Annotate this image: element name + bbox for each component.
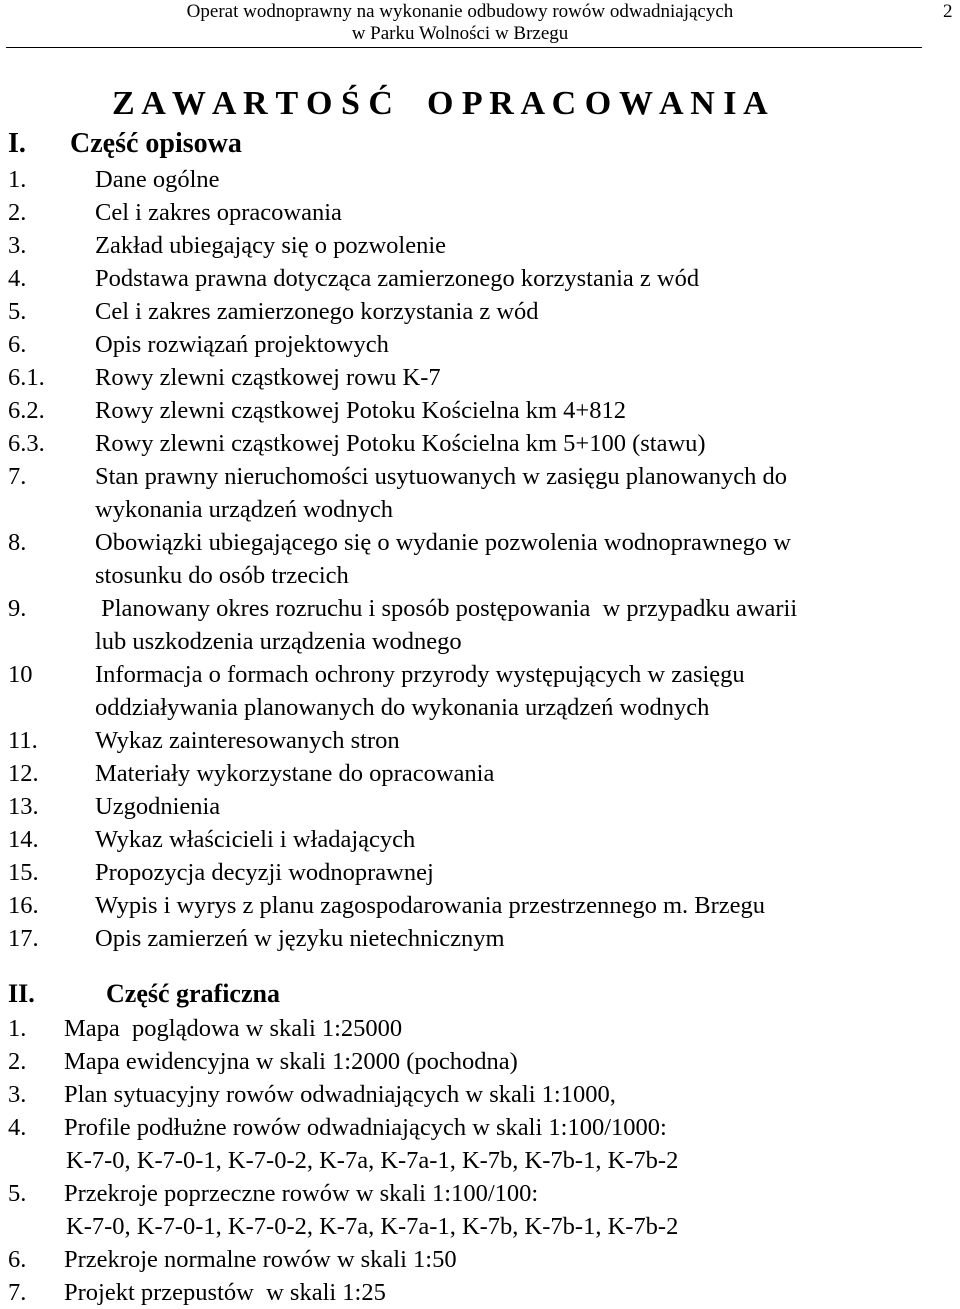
- list-item-number: 15.: [8, 859, 39, 886]
- page-header: [0, 0, 960, 52]
- list-item: [0, 460, 960, 526]
- list-item-number: 1.: [8, 1015, 27, 1042]
- list-item-text: Przekroje poprzeczne rowów w skali 1:100/100:: [64, 1180, 539, 1207]
- list-item-text: Informacja o formach ochrony przyrody występujących w zasięgu: [95, 661, 745, 688]
- list-item-text: Wykaz właścicieli i władających: [95, 826, 416, 853]
- list-item-number: 17.: [8, 925, 39, 952]
- document-title: Z A W A R T O Ś Ć O P R A C O W A N I A: [112, 85, 768, 122]
- list-item-number: 6.3.: [8, 430, 45, 457]
- list-item-number: 7.: [8, 1279, 27, 1306]
- list-item-text: Cel i zakres opracowania: [95, 199, 342, 226]
- list-item: [0, 790, 960, 823]
- list-item: [0, 1045, 960, 1078]
- list-item: [0, 922, 960, 955]
- list-item: [0, 526, 960, 592]
- list-item: [0, 724, 960, 757]
- list-item-number: 6.2.: [8, 397, 45, 424]
- list-item-text: Propozycja decyzji wodnoprawnej: [95, 859, 434, 886]
- list-item-number: 11.: [8, 727, 38, 754]
- page-number: 2: [943, 1, 953, 22]
- list-item: [0, 1177, 960, 1243]
- list-item-text-continuation: wykonania urządzeń wodnych: [95, 496, 393, 523]
- list-item-number: 1.: [8, 166, 27, 193]
- list-item-text-continuation: K-7-0, K-7-0-1, K-7-0-2, K-7a, K-7a-1, K-7b, K-7b-1, K-7b-2: [66, 1147, 679, 1174]
- list-item-text: Cel i zakres zamierzonego korzystania z wód: [95, 298, 539, 325]
- list-item-text: Rowy zlewni cząstkowej rowu K-7: [95, 364, 441, 391]
- list-item-text-continuation: stosunku do osób trzecich: [95, 562, 349, 589]
- list-item-text: Obowiązki ubiegającego się o wydanie pozwolenia wodnoprawnego w: [95, 529, 791, 556]
- list-item: [0, 328, 960, 361]
- list-item: [0, 361, 960, 394]
- list-item: [0, 1078, 960, 1111]
- list-item: [0, 856, 960, 889]
- list-item-text: Przekroje normalne rowów w skali 1:50: [64, 1246, 457, 1273]
- list-item-number: 2.: [8, 199, 27, 226]
- list-item-number: 4.: [8, 265, 27, 292]
- list-item-text: Opis zamierzeń w języku nietechnicznym: [95, 925, 505, 952]
- list-item-text: Dane ogólne: [95, 166, 220, 193]
- list-item-number: 9.: [8, 595, 27, 622]
- list-item-number: 5.: [8, 1180, 27, 1207]
- list-item-number: 4.: [8, 1114, 27, 1141]
- list-item: [0, 163, 960, 196]
- list-item-number: 10: [8, 661, 33, 688]
- part-2-number: II.: [8, 979, 35, 1008]
- list-item-text: Uzgodnienia: [95, 793, 221, 820]
- list-item-number: 3.: [8, 1081, 27, 1108]
- part-2-contents-list: [0, 1012, 960, 1309]
- list-item-text: Plan sytuacyjny rowów odwadniających w skali 1:1000,: [64, 1081, 616, 1108]
- list-item: [0, 1111, 960, 1177]
- list-item-number: 16.: [8, 892, 39, 919]
- part-1-number: I.: [8, 128, 26, 159]
- list-item-number: 12.: [8, 760, 39, 787]
- header-title-line-2: w Parku Wolności w Brzegu: [351, 23, 569, 44]
- list-item: [0, 262, 960, 295]
- list-item-text: Wykaz zainteresowanych stron: [95, 727, 400, 754]
- list-item: [0, 196, 960, 229]
- list-item-text: Profile podłużne rowów odwadniających w skali 1:100/1000:: [64, 1114, 667, 1141]
- list-item: [0, 1243, 960, 1276]
- header-title-line-1: Operat wodnoprawny na wykonanie odbudowy rowów odwadniających: [186, 1, 734, 22]
- list-item-text: Wypis i wyrys z planu zagospodarowania przestrzennego m. Brzegu: [95, 892, 766, 919]
- list-item-number: 13.: [8, 793, 39, 820]
- list-item: [0, 295, 960, 328]
- list-item-number: 8.: [8, 529, 27, 556]
- list-item-text-continuation: lub uszkodzenia urządzenia wodnego: [95, 628, 462, 655]
- list-item: [0, 889, 960, 922]
- list-item-text: Rowy zlewni cząstkowej Potoku Kościelna km 5+100 (stawu): [95, 430, 706, 457]
- list-item-text: Opis rozwiązań projektowych: [95, 331, 389, 358]
- list-item: [0, 394, 960, 427]
- list-item-text: Podstawa prawna dotycząca zamierzonego korzystania z wód: [95, 265, 700, 292]
- list-item-text: Mapa ewidencyjna w skali 1:2000 (pochodna): [64, 1048, 518, 1075]
- list-item-text: Projekt przepustów w skali 1:25: [64, 1279, 386, 1306]
- header-rule: [6, 47, 922, 48]
- list-item-text: Stan prawny nieruchomości usytuowanych w zasięgu planowanych do: [95, 463, 787, 490]
- list-item-number: 3.: [8, 232, 27, 259]
- part-2-title: Część graficzna: [106, 979, 280, 1008]
- list-item: [0, 757, 960, 790]
- list-item: [0, 823, 960, 856]
- list-item: [0, 1276, 960, 1309]
- list-item-text: Materiały wykorzystane do opracowania: [95, 760, 495, 787]
- list-item: [0, 658, 960, 724]
- list-item-text: Mapa poglądowa w skali 1:25000: [64, 1015, 403, 1042]
- list-item-text-continuation: oddziaływania planowanych do wykonania urządzeń wodnych: [95, 694, 710, 721]
- list-item-number: 7.: [8, 463, 27, 490]
- list-item-number: 14.: [8, 826, 39, 853]
- list-item-number: 6.: [8, 331, 27, 358]
- list-item-text: Rowy zlewni cząstkowej Potoku Kościelna km 4+812: [95, 397, 626, 424]
- list-item: [0, 592, 960, 658]
- list-item-text: Planowany okres rozruchu i sposób postępowania w przypadku awarii: [95, 595, 798, 622]
- list-item: [0, 229, 960, 262]
- list-item-number: 6.: [8, 1246, 27, 1273]
- list-item: [0, 1012, 960, 1045]
- list-item-number: 5.: [8, 298, 27, 325]
- part-1-contents-list: [0, 163, 960, 955]
- part-1-title: Część opisowa: [70, 128, 242, 159]
- list-item-text-continuation: K-7-0, K-7-0-1, K-7-0-2, K-7a, K-7a-1, K-7b, K-7b-1, K-7b-2: [66, 1213, 679, 1240]
- list-item: [0, 427, 960, 460]
- list-item-text: Zakład ubiegający się o pozwolenie: [95, 232, 447, 259]
- list-item-number: 6.1.: [8, 364, 45, 391]
- list-item-number: 2.: [8, 1048, 27, 1075]
